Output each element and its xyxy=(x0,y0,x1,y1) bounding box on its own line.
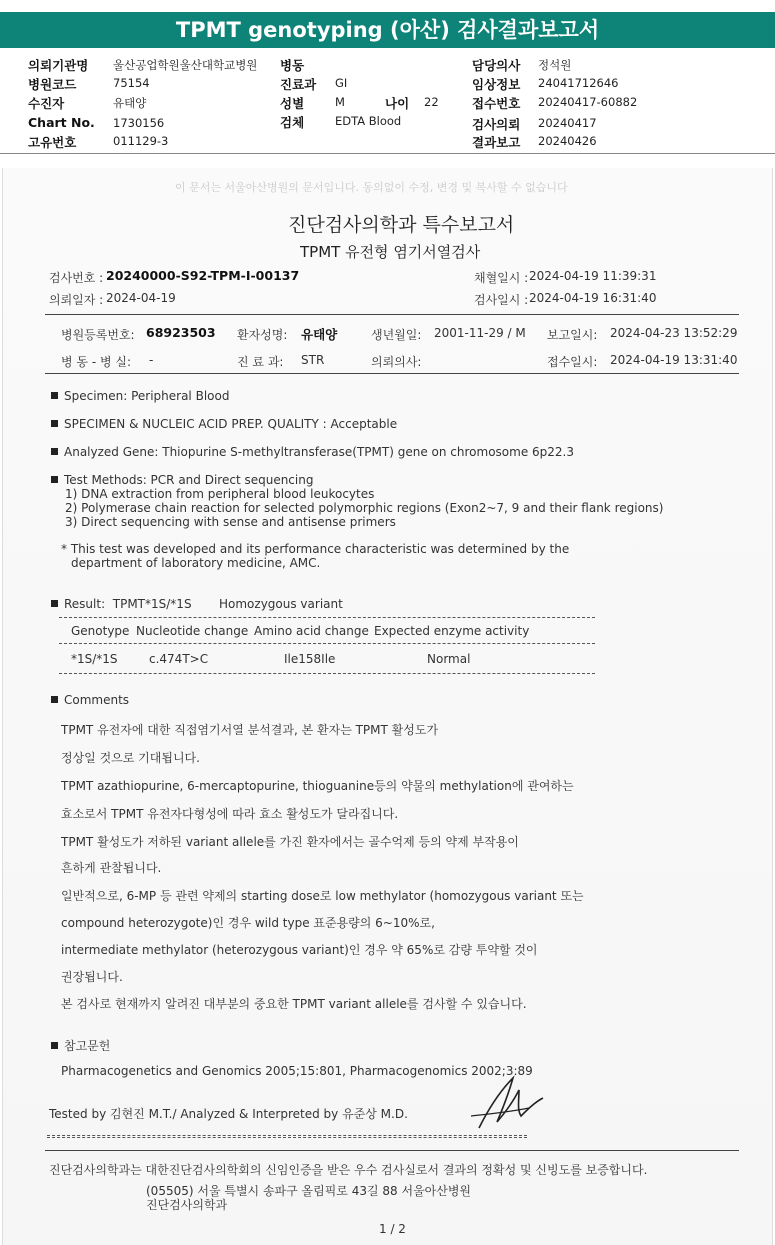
col-amino: Amino acid change xyxy=(254,624,369,638)
report-dept-label: 진 료 과: xyxy=(237,355,284,369)
institution-value: 울산공업학원울산대학교병원 xyxy=(113,58,258,72)
comment-5: TPMT 활성도가 저하된 variant allele를 가진 환자에서는 골수억제 등의 약제 부작용이 xyxy=(61,835,519,849)
collect-value: 2024-04-19 11:39:31 xyxy=(529,269,657,283)
clinical-label: 임상정보 xyxy=(472,77,521,92)
comment-9: intermediate methylator (heterozygous variant)인 경우 약 65%로 감량 투약할 것이 xyxy=(61,943,538,957)
page-number: 1 / 2 xyxy=(379,1222,406,1236)
exam-no-value: 20240000-S92-TPM-I-00137 xyxy=(106,268,300,283)
col-genotype: Genotype xyxy=(71,624,130,638)
watermark-text: 이 문서는 서울아산병원의 문서입니다. 동의없이 수정, 변경 및 복사할 수 없습니다 xyxy=(175,181,568,194)
result-date-value: 20240426 xyxy=(538,134,597,148)
chart-value: 1730156 xyxy=(113,116,165,130)
collect-label: 채혈일시 : xyxy=(474,271,529,285)
ward-room-value: - xyxy=(149,353,154,367)
scanned-report xyxy=(2,168,773,1245)
row-genotype: *1S/*1S xyxy=(71,652,118,666)
address-text: (05505) 서울 특별시 송파구 올림픽로 43길 88 서울아산병원 xyxy=(146,1184,472,1198)
quality-line: SPECIMEN & NUCLEIC ACID PREP. QUALITY : Acceptable xyxy=(51,417,397,431)
dept-label: 진료과 xyxy=(280,77,317,92)
certification-text: 진단검사의학과는 대한진단검사의학회의 신임인증을 받은 우수 검사실로서 결과의 정확성 및 신빙도를 보증합니다. xyxy=(49,1163,648,1177)
dob-label: 생년월일: xyxy=(371,328,422,342)
request-label: 검사의뢰 xyxy=(472,117,521,132)
report-heading: 진단검사의학과 특수보고서 xyxy=(288,214,515,236)
tested-by: Tested by 김현진 M.T./ Analyzed & Interpreted by 유준상 M.D. xyxy=(49,1107,408,1121)
exam-date-label: 검사일시 : xyxy=(474,293,529,307)
comment-3: TPMT azathiopurine, 6-mercaptopurine, thioguanine등의 약물의 methylation에 관여하는 xyxy=(61,779,574,793)
receipt-label: 접수번호 xyxy=(472,96,521,111)
reg-no-label: 병원등록번호: xyxy=(61,328,135,342)
report-title: TPMT genotyping (아산) 검사결과보고서 xyxy=(175,18,600,42)
report-date-value: 2024-04-23 13:52:29 xyxy=(610,326,738,340)
hospital-code-label: 병원코드 xyxy=(28,77,77,92)
request-value: 20240417 xyxy=(538,116,597,130)
row-amino: Ile158Ile xyxy=(284,652,336,666)
doctor-label: 담당의사 xyxy=(472,58,521,73)
comments-heading: Comments xyxy=(51,693,129,707)
col-enzyme: Expected enzyme activity xyxy=(374,624,530,638)
report-subheading: TPMT 유전형 염기서열검사 xyxy=(300,243,481,261)
result-line: Result: TPMT*1S/*1S xyxy=(51,597,192,611)
comment-2: 정상일 것으로 기대됩니다. xyxy=(61,751,200,765)
row-enzyme: Normal xyxy=(427,652,471,666)
bullet-square-icon xyxy=(51,392,58,399)
reg-no-value: 68923503 xyxy=(146,325,216,340)
unique-value: 011129-3 xyxy=(113,134,169,148)
specimen-value: EDTA Blood xyxy=(335,114,402,128)
report-dept-value: STR xyxy=(301,353,325,367)
institution-label: 의뢰기관명 xyxy=(28,58,89,73)
table-bottom-rule xyxy=(59,673,595,674)
patient-label: 수진자 xyxy=(28,96,65,111)
method-2: 2) Polymerase chain reaction for selected polymorphic regions (Exon2~7, 9 and their flank regions) xyxy=(65,501,664,515)
comment-6: 흔하게 관찰됩니다. xyxy=(61,861,162,875)
note-line-2: department of laboratory medicine, AMC. xyxy=(71,556,321,570)
doctor-value: 정석원 xyxy=(538,58,572,72)
comment-11: 본 검사로 현재까지 알려진 대부분의 중요한 TPMT variant allele를 검사할 수 있습니다. xyxy=(61,997,527,1011)
ref-doc-label: 의뢰의사: xyxy=(371,355,422,369)
chart-label: Chart No. xyxy=(28,115,95,130)
header-divider xyxy=(0,153,775,154)
pt-name-label: 환자성명: xyxy=(237,328,288,342)
dob-value: 2001-11-29 / M xyxy=(434,326,526,340)
refs-heading: 참고문헌 xyxy=(51,1037,110,1054)
result-type: Homozygous variant xyxy=(219,597,343,611)
recv-date-label: 접수일시: xyxy=(547,355,598,369)
gene-line: Analyzed Gene: Thiopurine S-methyltransferase(TPMT) gene on chromosome 6p22.3 xyxy=(51,445,574,459)
refs-text: Pharmacogenetics and Genomics 2005;15:801, Pharmacogenomics 2002;3:89 xyxy=(61,1064,533,1078)
bullet-square-icon xyxy=(51,600,58,607)
comment-1: TPMT 유전자에 대한 직접염기서열 분석결과, 본 환자는 TPMT 활성도가 xyxy=(61,723,439,737)
double-rule xyxy=(47,1135,527,1138)
info-bottom-rule xyxy=(45,373,739,374)
report-title-bar xyxy=(0,12,775,48)
sex-value: M xyxy=(335,95,345,109)
result-date-label: 결과보고 xyxy=(472,135,521,150)
method-3: 3) Direct sequencing with sense and antisense primers xyxy=(65,515,396,529)
specimen-line: Specimen: Peripheral Blood xyxy=(51,389,229,403)
bullet-square-icon xyxy=(51,448,58,455)
bullet-square-icon xyxy=(51,696,58,703)
exam-no-label: 검사번호 : xyxy=(49,271,104,285)
bullet-square-icon xyxy=(51,420,58,427)
signature-icon xyxy=(469,1072,553,1134)
exam-date-value: 2024-04-19 16:31:40 xyxy=(529,291,657,305)
comment-10: 권장됩니다. xyxy=(61,970,123,984)
receipt-value: 20240417-60882 xyxy=(538,95,638,109)
col-nucleotide: Nucleotide change xyxy=(136,624,249,638)
method-1: 1) DNA extraction from peripheral blood leukocytes xyxy=(65,487,375,501)
ward-label: 병동 xyxy=(280,58,305,73)
comment-7: 일반적으로, 6-MP 등 관련 약제의 starting dose로 low methylator (homozygous variant 또는 xyxy=(61,889,584,903)
bullet-square-icon xyxy=(51,1042,58,1049)
footer-rule xyxy=(45,1150,739,1151)
row-nucleotide: c.474T>C xyxy=(149,652,209,666)
bullet-square-icon xyxy=(51,476,58,483)
age-value: 22 xyxy=(424,95,439,109)
dept-value: GI xyxy=(335,76,348,90)
dept-name-text: 진단검사의학과 xyxy=(146,1198,228,1212)
pt-name-value: 유태양 xyxy=(301,327,338,342)
comment-4: 효소로서 TPMT 유전자다형성에 따라 효소 활성도가 달라집니다. xyxy=(61,807,399,821)
ward-room-label: 병 동 - 병 실: xyxy=(61,355,131,369)
hospital-code-value: 75154 xyxy=(113,76,150,90)
clinical-value: 24041712646 xyxy=(538,76,619,90)
report-date-label: 보고일시: xyxy=(547,328,598,342)
note-line-1: * This test was developed and its performance characteristic was determined by the xyxy=(61,542,570,556)
age-label: 나이 xyxy=(385,96,410,111)
methods-line: Test Methods: PCR and Direct sequencing xyxy=(51,473,313,487)
comment-8: compound heterozygote)인 경우 wild type 표준용량의 6~10%로, xyxy=(61,916,435,930)
table-top-rule xyxy=(59,617,595,618)
header-info xyxy=(0,54,775,152)
table-header-rule xyxy=(59,643,595,644)
info-top-rule xyxy=(45,314,739,315)
req-date-label: 의뢰일자 : xyxy=(49,293,104,307)
req-date-value: 2024-04-19 xyxy=(106,291,176,305)
patient-value: 유태양 xyxy=(113,96,147,110)
unique-label: 고유번호 xyxy=(28,135,77,150)
specimen-label: 검체 xyxy=(280,115,305,130)
recv-date-value: 2024-04-19 13:31:40 xyxy=(610,353,738,367)
sex-label: 성별 xyxy=(280,96,305,111)
